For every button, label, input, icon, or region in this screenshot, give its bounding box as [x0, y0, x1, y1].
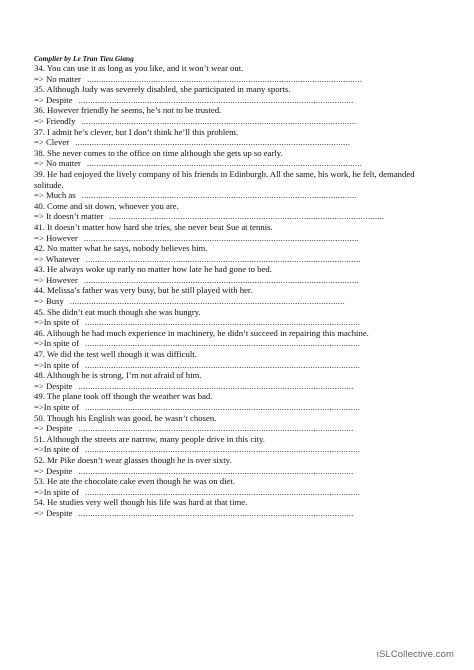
- answer-blank[interactable]: ....................................................................................................................: [85, 402, 361, 412]
- answer-lead: =>In spite of: [34, 402, 80, 412]
- question-36: 36. However friendly he seems, he’s not to be trusted.: [34, 105, 222, 116]
- answer-lead: => Whatever: [34, 253, 80, 264]
- answer-blank[interactable]: ....................................................................................................................: [85, 338, 361, 349]
- answer-lead: =>In spite of: [34, 338, 80, 349]
- question-38: 38. She never comes to the office on time although she gets up so early.: [34, 147, 283, 158]
- answer-blank[interactable]: ....................................................................................................................: [75, 137, 351, 148]
- answer-line-53: [34, 487, 442, 498]
- answer-line-52: [34, 466, 442, 477]
- compiler-credit: Complier by Le Tran Tieu Giang: [34, 54, 134, 63]
- answer-blank[interactable]: ....................................................................................................................: [83, 232, 359, 243]
- answer-blank[interactable]: ....................................................................................................................: [78, 423, 354, 434]
- question-43: 43. He always woke up early no matter how late he had gone to bed.: [34, 264, 272, 275]
- answer-blank[interactable]: ....................................................................................................................: [78, 380, 354, 391]
- answer-blank[interactable]: ....................................................................................................................: [81, 190, 357, 201]
- question-39: 39. He had enjoyed the lively company of his friends in Edinburgh. All the same, his work, he felt, demanded solitude.: [34, 168, 415, 190]
- answer-lead: => Despite: [34, 94, 73, 105]
- answer-lead: => Busy: [34, 296, 64, 307]
- question-41: 41. It doesn’t matter how hard she tries, she never beat Sue at tennis.: [34, 221, 273, 232]
- answer-lead: => However: [34, 232, 78, 243]
- answer-blank[interactable]: ....................................................................................................................: [86, 73, 363, 84]
- answer-blank[interactable]: ....................................................................................................................: [81, 115, 357, 126]
- answer-lead: =>In spite of: [34, 444, 80, 455]
- answer-lead: =>In spite of: [34, 359, 80, 370]
- answer-line-38: [34, 158, 442, 169]
- question-37: 37. I admit he’s clever, but I don’t think he’ll this problem.: [34, 126, 239, 137]
- answer-lead: => Despite: [34, 380, 73, 391]
- answer-line-54: [34, 508, 442, 519]
- answer-blank[interactable]: ....................................................................................................................: [85, 486, 361, 497]
- answer-line-39: [34, 190, 442, 201]
- question-46: 46. Although he had much experience in machinery, he didn’t succeed in repairing this machine.: [34, 327, 369, 338]
- answer-line-37: [34, 137, 442, 148]
- answer-blank[interactable]: ....................................................................................................................: [85, 317, 361, 328]
- question-51: 51. Although the streets are narrow, many people drive in this city.: [34, 433, 265, 444]
- answer-line-48: [34, 381, 442, 392]
- answer-lead: =>In spite of: [34, 317, 80, 328]
- answer-line-42: [34, 254, 442, 265]
- answer-line-49: [34, 402, 442, 413]
- question-48: 48. Although he is strong, I’m not afraid of him.: [34, 370, 202, 381]
- answer-line-46: [34, 338, 442, 349]
- question-52: 52. Mr Pike doesn’t wear glasses though he is over sixty.: [34, 454, 232, 465]
- answer-lead: => No matter: [34, 73, 81, 84]
- answer-blank[interactable]: ....................................................................................................................: [85, 444, 361, 455]
- answer-line-43: [34, 275, 442, 286]
- answer-lead: => However: [34, 274, 78, 285]
- question-34: 34. You can use it as long as you like, and it won’t wear out.: [34, 63, 244, 73]
- answer-blank[interactable]: ....................................................................................................................: [69, 296, 345, 307]
- question-53: 53. He ate the chocolate cake even though he was on diet.: [34, 476, 235, 487]
- question-50: 50. Though his English was good, he wasn’t chosen.: [34, 412, 217, 423]
- answer-lead: => Friendly: [34, 115, 76, 126]
- answer-blank[interactable]: ....................................................................................................................: [78, 465, 354, 476]
- site-watermark: iSLCollective.com: [376, 649, 454, 660]
- question-54: 54. He studies very well though his life was hard at that time.: [34, 497, 248, 508]
- question-40: 40. Come and sit down, whoever you are.: [34, 200, 179, 211]
- answer-line-50: [34, 423, 442, 434]
- answer-blank[interactable]: ....................................................................................................................: [83, 274, 359, 285]
- question-49: 49. The plane took off though the weather was bad.: [34, 391, 213, 402]
- worksheet: [34, 54, 442, 519]
- question-47: 47. We did the test well though it was difficult.: [34, 349, 197, 360]
- answer-lead: => Much as: [34, 190, 76, 201]
- answer-lead: => Clever: [34, 137, 70, 148]
- question-44: 44. Melissa’s father was very busy, but he still played with her.: [34, 285, 253, 296]
- answer-lead: => Despite: [34, 423, 73, 434]
- answer-line-35: [34, 95, 442, 106]
- answer-blank[interactable]: ....................................................................................................................: [109, 211, 385, 222]
- answer-line-34: [34, 74, 442, 85]
- answer-line-47: [34, 360, 442, 371]
- answer-blank[interactable]: ....................................................................................................................: [85, 253, 361, 264]
- question-45: 45. She didn’t eat much though she was hungry.: [34, 306, 201, 317]
- answer-line-45: [34, 317, 442, 328]
- answer-lead: =>In spite of: [34, 486, 80, 497]
- answer-blank[interactable]: ....................................................................................................................: [78, 507, 354, 518]
- answer-line-51: [34, 444, 442, 455]
- answer-line-41: [34, 233, 442, 244]
- answer-blank[interactable]: ....................................................................................................................: [78, 94, 354, 105]
- question-42: 42. No matter what he says, nobody believes him.: [34, 243, 208, 254]
- answer-line-44: [34, 296, 442, 307]
- answer-lead: => Despite: [34, 465, 73, 476]
- answer-lead: => No matter: [34, 158, 81, 169]
- question-35: 35. Although Judy was severely disabled, she participated in many sports.: [34, 84, 291, 95]
- answer-blank[interactable]: ....................................................................................................................: [86, 158, 363, 169]
- answer-blank[interactable]: ....................................................................................................................: [85, 359, 361, 370]
- answer-line-36: [34, 116, 442, 127]
- answer-line-40: [34, 211, 442, 222]
- answer-lead: => Despite: [34, 507, 73, 518]
- answer-lead: => It doesn’t matter: [34, 211, 104, 222]
